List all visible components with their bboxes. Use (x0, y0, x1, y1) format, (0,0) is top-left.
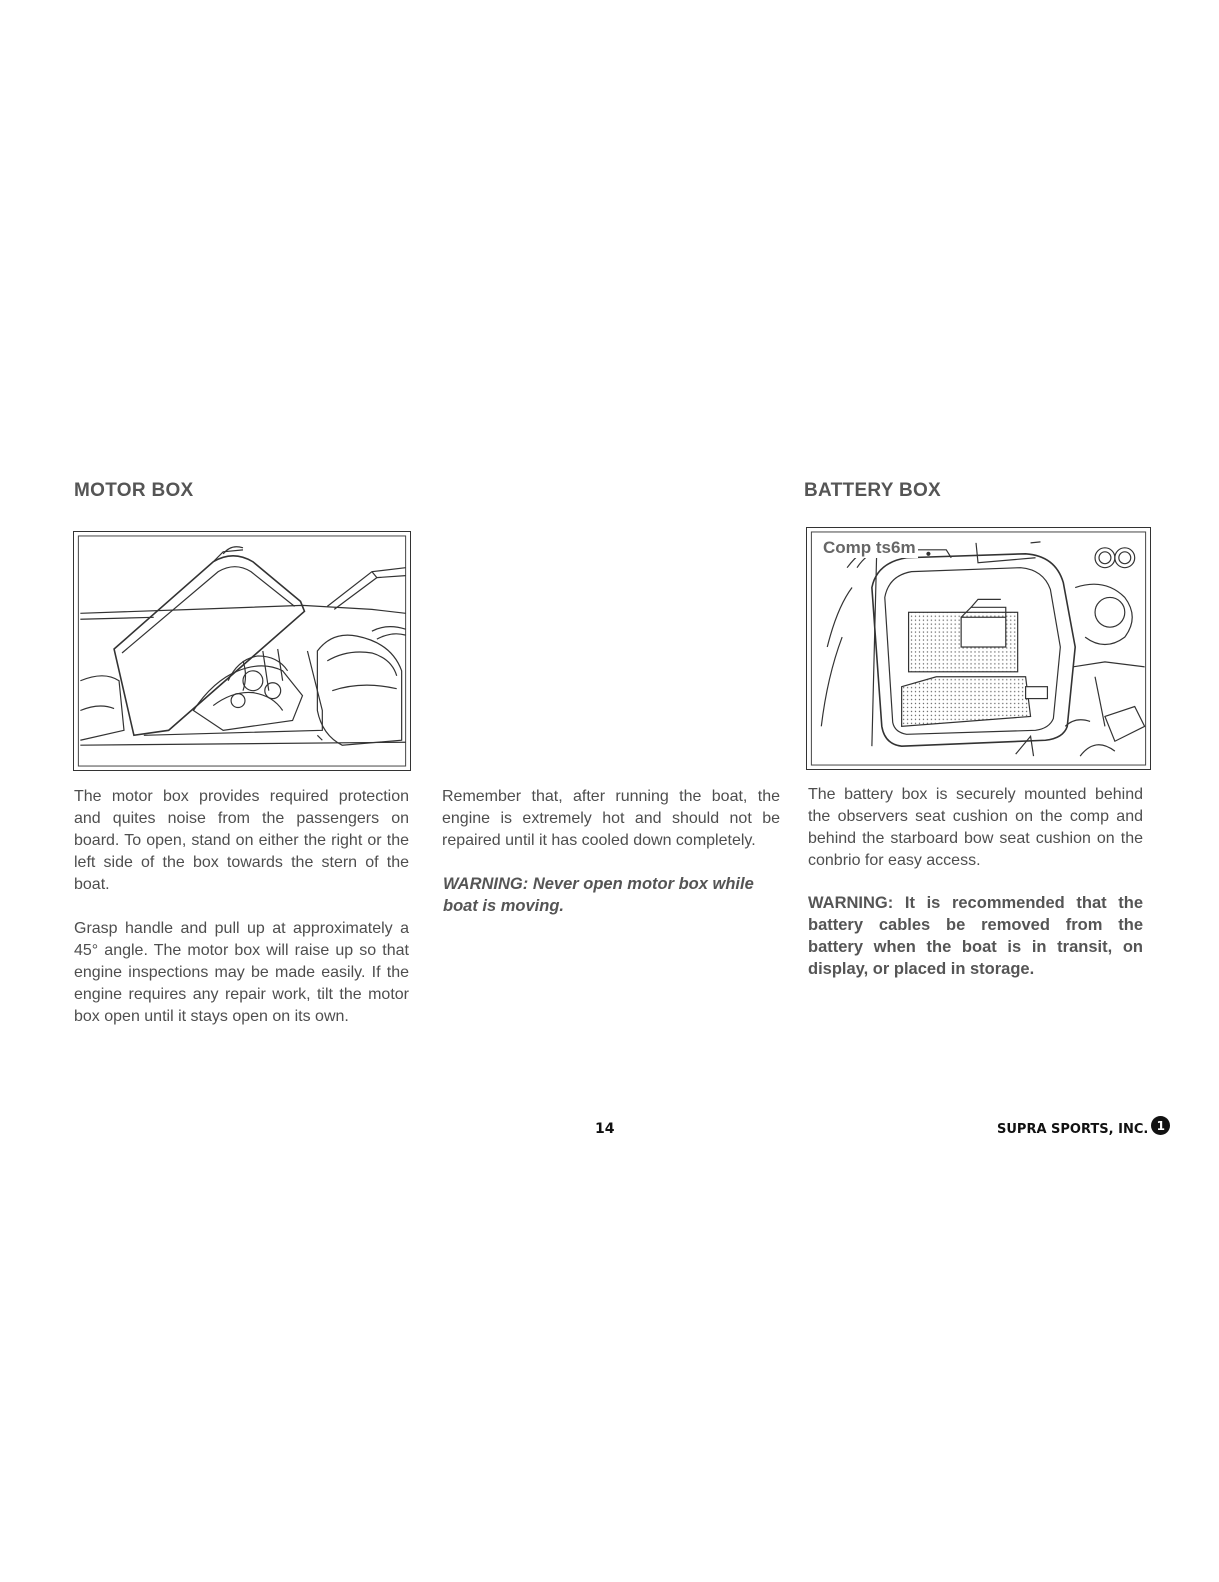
brand-logo-icon: 1 (1151, 1116, 1170, 1135)
motor-box-warning: WARNING: Never open motor box while boat is moving. (443, 875, 754, 915)
motor-box-heading: MOTOR BOX (74, 480, 194, 501)
motor-box-paragraph-3: Remember that, after running the boat, the engine is extremely hot and should not be repaired until it has cooled down completely. (442, 788, 780, 849)
battery-box-figure-label: Comp ts6m (823, 538, 916, 557)
battery-box-paragraph-1: The battery box is securely mounted behind the observers seat cushion on the comp and behind the starboard bow seat cushion on the conbrio for easy access. (808, 786, 1143, 869)
motor-box-paragraph-2: Grasp handle and pull up at approximately a 45° angle. The motor box will raise up so that engine inspections may be made easily. If the engine requires any repair work, tilt the motor box open until it stays open on its own. (74, 920, 409, 1025)
motor-box-paragraph-1: The motor box provides required protection and quites noise from the passengers on board. To open, stand on either the right or the left side of the box towards the stern of the boat. (74, 788, 409, 893)
page-number: 14 (595, 1121, 615, 1137)
battery-box-heading: BATTERY BOX (804, 480, 942, 501)
footer-brand (997, 1120, 1170, 1139)
battery-box-illustration (806, 527, 1151, 770)
brand-name: SUPRA SPORTS, INC. (997, 1122, 1149, 1137)
battery-box-warning: WARNING: It is recommended that the battery cables be removed from the battery when the boat is in transit, on display, or placed in storage. (808, 894, 1143, 978)
motor-box-illustration (73, 531, 411, 771)
